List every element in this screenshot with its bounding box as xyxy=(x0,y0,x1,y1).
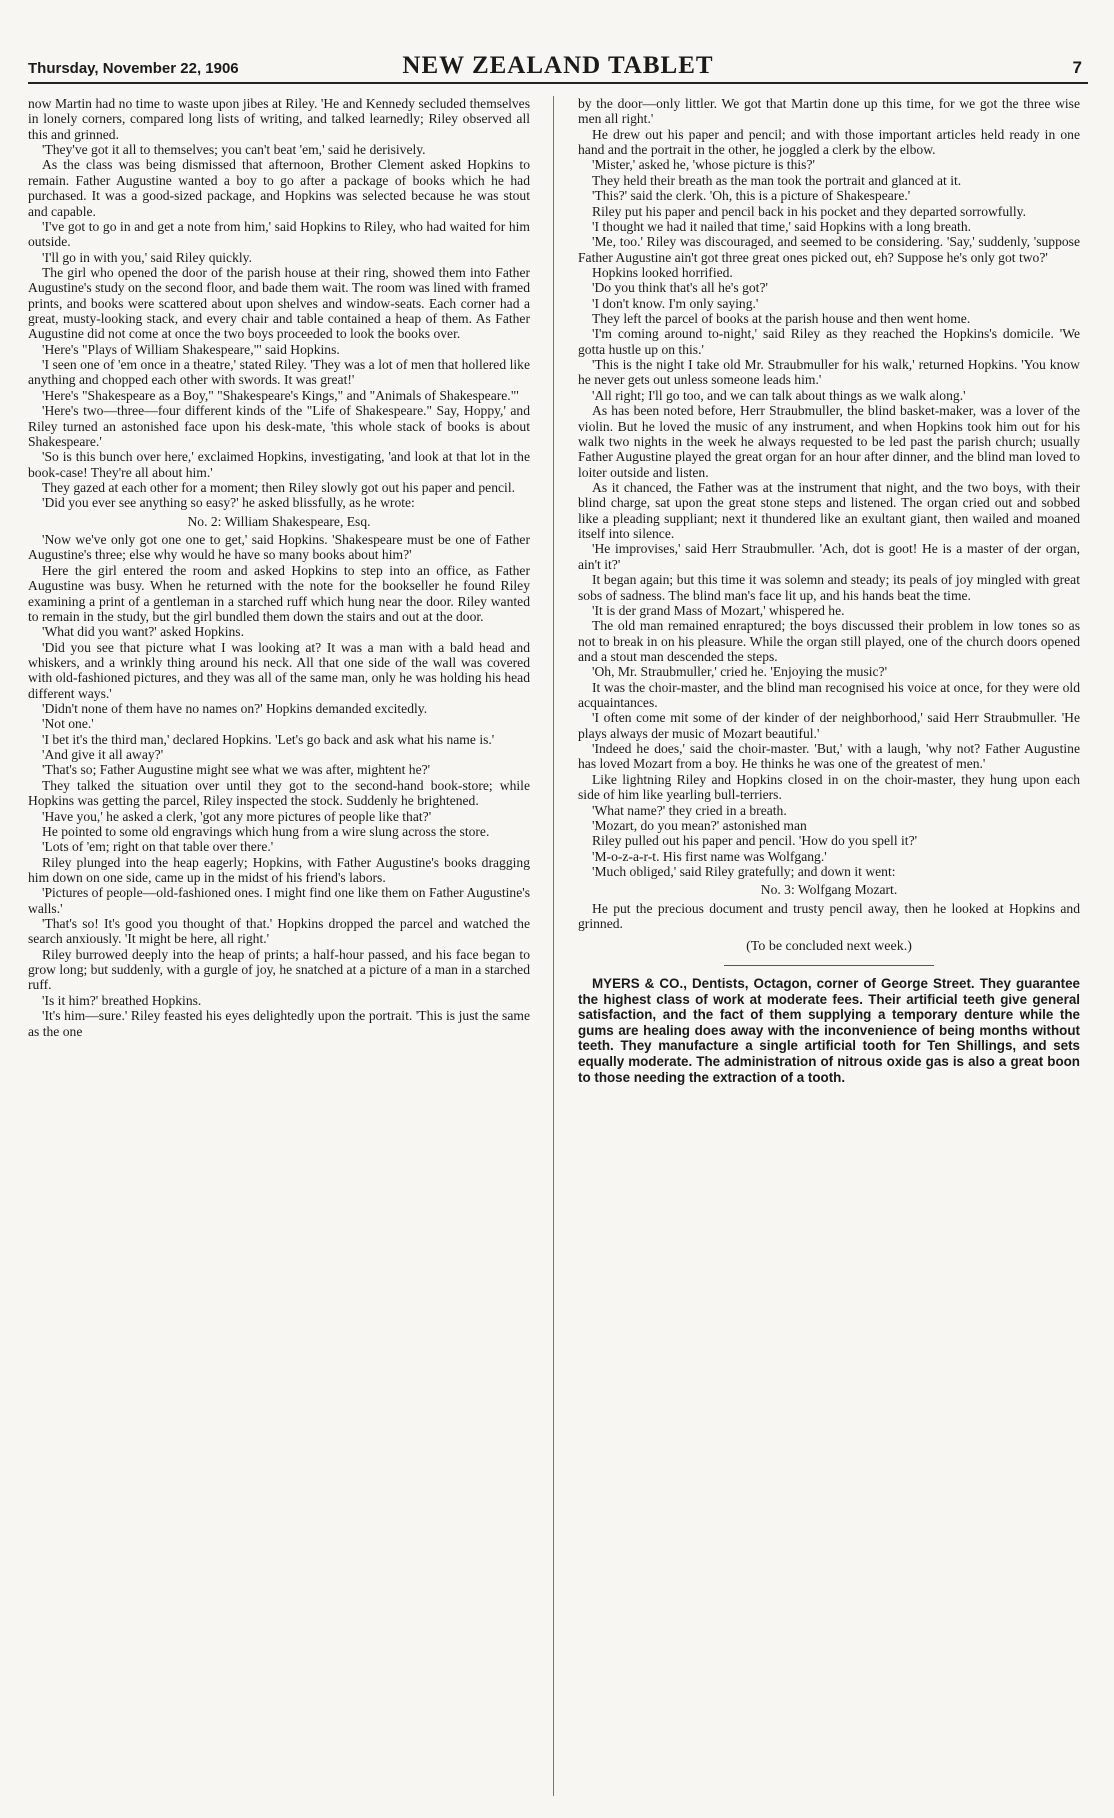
paragraph: 'What did you want?' asked Hopkins. xyxy=(42,624,244,640)
newspaper-page xyxy=(28,48,1088,1808)
paragraph: 'They've got it all to themselves; you can't beat 'em,' said he derisively. xyxy=(42,142,426,158)
paragraph: 'Oh, Mr. Straubmuller,' cried he. 'Enjoying the music?' xyxy=(592,664,888,680)
newspaper-title: NEW ZEALAND TABLET xyxy=(402,52,714,79)
paragraph: 'It's him—sure.' Riley feasted his eyes delightedly upon the portrait. 'This is just the same as the one xyxy=(28,1008,530,1039)
paragraph: As it chanced, the Father was at the instrument that night, and the two boys, with their blind charge, sat upon the great stone steps and listened. The organ cried out and sobbed like a pleading suppliant; next it thundered like an exultant giant, then wailed and moaned itself into silence. xyxy=(578,479,1080,542)
paragraph: 'And give it all away?' xyxy=(42,747,164,763)
paragraph: 'That's so! It's good you thought of that.' Hopkins dropped the parcel and watched the search anxiously. 'It might be here, all right.' xyxy=(28,916,530,947)
list-entry-no-3: No. 3: Wolfgang Mozart. xyxy=(760,882,898,898)
paragraph: Riley put his paper and pencil back in his pocket and they departed sorrowfully. xyxy=(592,203,1026,219)
paragraph: now Martin had no time to waste upon jibes at Riley. 'He and Kennedy secluded themselves in lonely corners, compared long lists of writing, and talked learnedly; Riley observed all this and grinned. xyxy=(28,96,530,142)
paragraph: 'This is the night I take old Mr. Straubmuller for his walk,' returned Hopkins. 'You know he never gets out unless someone leads him.' xyxy=(578,357,1080,388)
paragraph: 'Is it him?' breathed Hopkins. xyxy=(42,992,202,1008)
paragraph: He drew out his paper and pencil; and with those important articles held ready in one hand and the portrait in the other, he joggled a clerk by the elbow. xyxy=(578,126,1080,158)
paragraph: 'Have you,' he asked a clerk, 'got any more pictures of people like that?' xyxy=(42,808,432,824)
paragraph: Riley pulled out his paper and pencil. 'How do you spell it?' xyxy=(592,833,918,849)
paragraph: 'He improvises,' said Herr Straubmuller. 'Ach, dot is goot! He is a master of der organ, ain't it?' xyxy=(578,541,1080,572)
to-be-concluded-note: (To be concluded next week.) xyxy=(746,939,912,955)
paragraph: 'I've got to go in and get a note from him,' said Hopkins to Riley, who had waited for him outside. xyxy=(28,218,530,250)
paragraph: 'Mozart, do you mean?' astonished man xyxy=(592,817,807,833)
dentist-advertisement: MYERS & CO., Dentists, Octagon, corner of George Street. They guarantee the highest class of work at moderate fees. Their artificial teeth give general satisfaction, and the fact of them supplying a temporary denture while the gums are healing does away with the inconvenience of being months without teeth. They manufacture a single artificial tooth for Ten Shillings, and sets equally moderate. The administration of nitrous oxide gas is also a great boon to those needing the extraction of a tooth. xyxy=(578,976,1080,1085)
paragraph: 'I thought we had it nailed that time,' said Hopkins with a long breath. xyxy=(592,218,972,234)
paragraph: 'I'll go in with you,' said Riley quickly. xyxy=(42,249,252,265)
paragraph: They left the parcel of books at the parish house and then went home. xyxy=(592,311,971,327)
paragraph: 'I bet it's the third man,' declared Hopkins. 'Let's go back and ask what his name is.' xyxy=(42,731,495,747)
paragraph: 'Lots of 'em; right on that table over there.' xyxy=(42,839,274,855)
paragraph: Here the girl entered the room and asked Hopkins to step into an office, as Father Augustine was busy. When he returned with the note for the bookseller he found Riley examining a print of a gentleman in a starched ruff which hung near the door. Riley wanted to remain in the study, but the girl bundled them down the stairs and out at the door. xyxy=(28,562,530,624)
left-column xyxy=(28,96,530,1039)
right-column xyxy=(578,96,1080,1085)
paragraph: 'Did you ever see anything so easy?' he asked blissfully, as he wrote: xyxy=(42,495,415,511)
paragraph: 'I seen one of 'em once in a theatre,' stated Riley. 'They was a lot of men that hollered like anything and chopped each other with swords. It was great!' xyxy=(28,357,530,388)
paragraph: 'Pictures of people—old-fashioned ones. I might find one like them on Father Augustine's walls.' xyxy=(28,885,530,916)
paragraph: 'Didn't none of them have no names on?' Hopkins demanded excitedly. xyxy=(42,701,428,717)
paragraph: It began again; but this time it was solemn and steady; its peals of joy mingled with great sobs of sadness. The blind man's face lit up, and his hands beat the time. xyxy=(578,572,1080,603)
section-divider xyxy=(724,965,934,966)
paragraph: The old man remained enraptured; the boys discussed their problem in low tones so as not to break in on his pleasure. While the organ still played, one of the church doors opened and a stout man descended the steps. xyxy=(578,618,1080,664)
paragraph: 'Now we've only got one one to get,' said Hopkins. 'Shakespeare must be one of Father Augustine's three; else why would he have so many books about him?' xyxy=(28,532,530,563)
paragraph: 'Indeed he does,' said the choir-master. 'But,' with a laugh, 'why not? Father Augustine has loved Mozart from a boy. He thinks he was one of the greatest of men.' xyxy=(578,741,1080,772)
paragraph: 'So is this bunch over here,' exclaimed Hopkins, investigating, 'and look at that lot in the book-case! They're all about him.' xyxy=(28,449,530,480)
paragraph: 'I'm coming around to-night,' said Riley as they reached the Hopkins's domicile. 'We gotta hustle up on this.' xyxy=(578,326,1080,357)
paragraph: He pointed to some old engravings which hung from a wire slung across the store. xyxy=(42,823,490,839)
paragraph: They gazed at each other for a moment; then Riley slowly got out his paper and pencil. xyxy=(42,479,515,495)
paragraph: Like lightning Riley and Hopkins closed in on the choir-master, they hung upon each side of him like yearling bull-terriers. xyxy=(578,771,1080,803)
paragraph: 'Do you think that's all he's got?' xyxy=(592,280,768,296)
paragraph: 'Did you see that picture what I was looking at? It was a man with a bald head and whiskers, and a wrinkly thing around his neck. All that one side of the wall was covered with old-fashioned pictures, and they was all of the same man, only he was holding his head different ways.' xyxy=(28,639,530,701)
paragraph: Riley burrowed deeply into the heap of prints; a half-hour passed, and his face began to grow long; but suddenly, with a gurgle of joy, he snatched at a picture of a man in a starched ruff. xyxy=(28,946,530,993)
paragraph: 'I don't know. I'm only saying.' xyxy=(592,295,759,311)
paragraph: 'M-o-z-a-r-t. His first name was Wolfgang.' xyxy=(592,848,827,864)
paragraph: The girl who opened the door of the parish house at their ring, showed them into Father Augustine's study on the second floor, and bade them wait. The room was lined with framed prints, and books were scattered about upon shelves and window-seats. Each corner had a great, musty-looking stack, and every chair and table contained a heap of them. As Father Augustine did not come at once the two boys proceeded to look the books over. xyxy=(28,264,530,342)
paragraph: 'All right; I'll go too, and we can talk about things as we walk along.' xyxy=(592,387,966,403)
paragraph: 'Not one.' xyxy=(42,716,94,732)
paragraph: He put the precious document and trusty pencil away, then he looked at Hopkins and grinned. xyxy=(578,900,1080,932)
paragraph: Riley plunged into the heap eagerly; Hopkins, with Father Augustine's books dragging him down on one side, came up in the midst of his friend's labors. xyxy=(28,854,530,885)
paragraph: They talked the situation over until they got to the second-hand book-store; while Hopkins was getting the parcel, Riley inspected the stock. Suddenly he brightened. xyxy=(28,777,530,809)
paragraph: 'Me, too.' Riley was discouraged, and seemed to be considering. 'Say,' suddenly, 'suppose Father Augustine ain't got three great ones picked out, eh? Suppose he's only got two?' xyxy=(578,234,1080,265)
masthead xyxy=(28,48,1088,84)
paragraph: by the door—only littler. We got that Martin done up this time, for we got the three wise men all right.' xyxy=(578,96,1080,127)
column-divider xyxy=(553,96,554,1796)
paragraph: 'Mister,' asked he, 'whose picture is this?' xyxy=(592,157,815,173)
issue-date: Thursday, November 22, 1906 xyxy=(28,60,239,77)
paragraph: Hopkins looked horrified. xyxy=(592,264,733,280)
paragraph: 'Much obliged,' said Riley gratefully; and down it went: xyxy=(592,863,896,879)
paragraph: 'I often come mit some of der kinder of der neighborhood,' said Herr Straubmuller. 'He plays always der music of Mozart beautiful.' xyxy=(578,710,1080,741)
columns xyxy=(28,96,1088,1806)
paragraph: 'What name?' they cried in a breath. xyxy=(592,802,787,818)
list-entry-no-2: No. 2: William Shakespeare, Esq. xyxy=(187,513,371,529)
paragraph: As the class was being dismissed that afternoon, Brother Clement asked Hopkins to remain. Father Augustine wanted a boy to go after a package of books which he had purchased. It was a good-sized package, and Hopkins was selected because he was stout and capable. xyxy=(28,157,530,219)
paragraph: 'It is der grand Mass of Mozart,' whispered he. xyxy=(592,602,845,618)
paragraph: They held their breath as the man took the portrait and glanced at it. xyxy=(592,172,962,188)
paragraph: 'This?' said the clerk. 'Oh, this is a picture of Shakespeare.' xyxy=(592,188,911,204)
paragraph: As has been noted before, Herr Straubmuller, the blind basket-maker, was a lover of the violin. But he loved the music of any instrument, and when Hopkins took him out for his walk two nights in the week he always requested to be led past the parish church; usually Father Augustine played the great organ for an hour after dinner, and the blind man loved to loiter outside and listen. xyxy=(578,403,1080,480)
paragraph: 'Here's "Shakespeare as a Boy," "Shakespeare's Kings," and "Animals of Shakespeare."' xyxy=(42,387,519,403)
page-number: 7 xyxy=(1072,58,1082,77)
paragraph: 'That's so; Father Augustine might see what we was after, mightent he?' xyxy=(42,762,431,778)
paragraph: 'Here's two—three—four different kinds of the "Life of Shakespeare." Say, Hoppy,' and Riley turned an astonished face upon his desk-mate, 'this whole stack of books is about Shakespeare.' xyxy=(28,403,530,449)
paragraph: 'Here's "Plays of William Shakespeare,"' said Hopkins. xyxy=(42,341,340,357)
paragraph: It was the choir-master, and the blind man recognised his voice at once, for they were old acquaintances. xyxy=(578,679,1080,711)
